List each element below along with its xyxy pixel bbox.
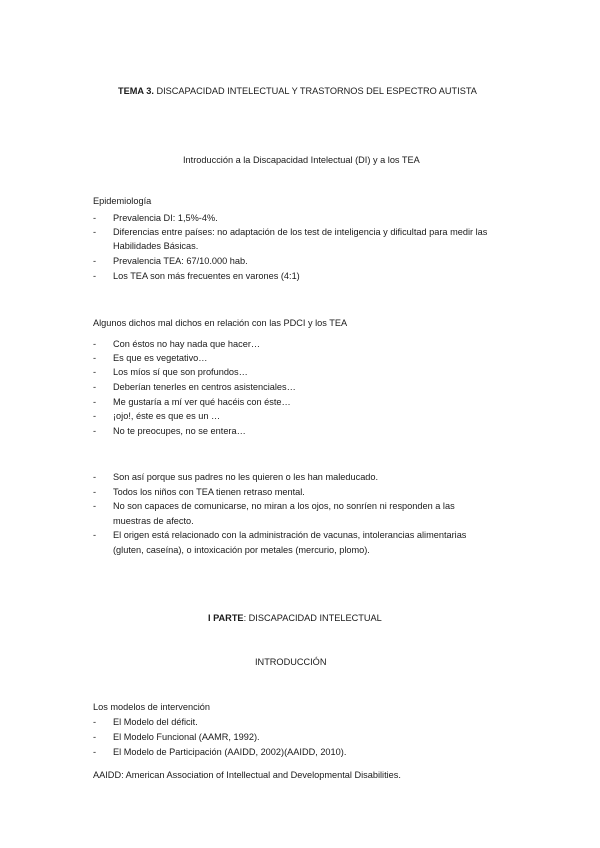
list-item-text: Diferencias entre países: no adaptación de los test de inteligencia y dificultad para medir las xyxy=(113,227,488,237)
document-title xyxy=(118,86,477,96)
list-item-text: (gluten, caseína), o intoxicación por metales (mercurio, plomo). xyxy=(113,545,370,555)
bullet-dash: - xyxy=(93,530,97,540)
list-item-text: No te preocupes, no se entera… xyxy=(113,426,246,436)
list-item-text: Los míos sí que son profundos… xyxy=(113,367,248,377)
models-heading: Los modelos de intervención xyxy=(93,702,210,712)
bullet-dash: - xyxy=(93,367,97,377)
bullet-dash: - xyxy=(93,747,97,757)
bullet-dash: - xyxy=(93,353,97,363)
list-item-text: El Modelo Funcional (AAMR, 1992). xyxy=(113,732,260,742)
list-item-text: Son así porque sus padres no les quieren o les han maleducado. xyxy=(113,472,379,482)
list-item-text: Prevalencia TEA: 67/10.000 hab. xyxy=(113,256,248,266)
list-item-text: Deberían tenerles en centros asistenciales… xyxy=(113,382,296,392)
part-heading xyxy=(208,613,382,623)
bullet-dash: - xyxy=(93,271,97,281)
list-item-text: Todos los niños con TEA tienen retraso mental. xyxy=(113,487,305,497)
bullet-dash: - xyxy=(93,213,97,223)
bullet-dash: - xyxy=(93,227,97,237)
bullet-dash: - xyxy=(93,472,97,482)
list-item-text: Prevalencia DI: 1,5%-4%. xyxy=(113,213,218,223)
list-item-text: No son capaces de comunicarse, no miran a los ojos, no sonríen ni responden a las xyxy=(113,501,455,511)
bullet-dash: - xyxy=(93,426,97,436)
list-item-text: El origen está relacionado con la administración de vacunas, intolerancias alimentarias xyxy=(113,530,467,540)
list-item-text: El Modelo del déficit. xyxy=(113,717,198,727)
bullet-dash: - xyxy=(93,339,97,349)
part-text: : DISCAPACIDAD INTELECTUAL xyxy=(243,613,382,623)
section-subtitle: Introducción a la Discapacidad Intelectual (DI) y a los TEA xyxy=(183,155,420,165)
list-item-text: Habilidades Básicas. xyxy=(113,241,199,251)
title-label: TEMA 3. xyxy=(118,86,154,96)
list-item-text: Con éstos no hay nada que hacer… xyxy=(113,339,261,349)
bullet-dash: - xyxy=(93,256,97,266)
list-item-text: ¡ojo!, éste es que es un … xyxy=(113,411,221,421)
intro-heading: INTRODUCCIÓN xyxy=(255,657,327,667)
bullet-dash: - xyxy=(93,382,97,392)
footnote: AAIDD: American Association of Intellectual and Developmental Disabilities. xyxy=(93,770,401,780)
sayings-heading: Algunos dichos mal dichos en relación con las PDCI y los TEA xyxy=(93,318,348,328)
bullet-dash: - xyxy=(93,411,97,421)
list-item-text: Los TEA son más frecuentes en varones (4:1) xyxy=(113,271,300,281)
bullet-dash: - xyxy=(93,501,97,511)
epidemiology-heading: Epidemiología xyxy=(93,196,152,206)
bullet-dash: - xyxy=(93,732,97,742)
list-item-text: muestras de afecto. xyxy=(113,516,194,526)
part-label: I PARTE xyxy=(208,613,244,623)
list-item-text: El Modelo de Participación (AAIDD, 2002)(AAIDD, 2010). xyxy=(113,747,347,757)
list-item-text: Me gustaría a mí ver qué hacéis con éste… xyxy=(113,397,291,407)
title-text: DISCAPACIDAD INTELECTUAL Y TRASTORNOS DEL ESPECTRO AUTISTA xyxy=(153,86,477,96)
bullet-dash: - xyxy=(93,397,97,407)
bullet-dash: - xyxy=(93,487,97,497)
list-item-text: Es que es vegetativo… xyxy=(113,353,208,363)
bullet-dash: - xyxy=(93,717,97,727)
